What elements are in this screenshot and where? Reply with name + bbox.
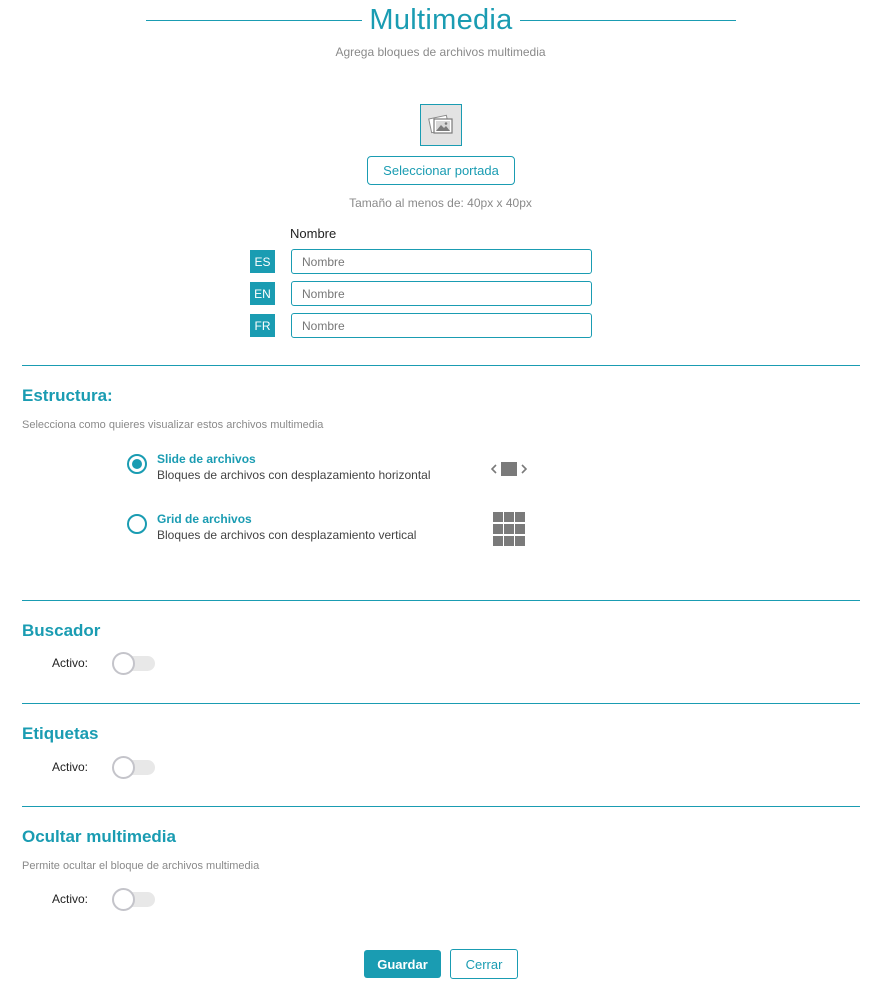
name-row-en (250, 281, 592, 307)
hide-toggle-label: Activo: (52, 892, 89, 906)
search-active-toggle[interactable] (112, 652, 155, 674)
tags-active-toggle[interactable] (112, 756, 155, 778)
lang-tag-en: EN (250, 282, 275, 305)
toggle-knob (112, 756, 135, 779)
hide-section-description: Permite ocultar el bloque de archivos multimedia (22, 860, 260, 872)
grid-icon (493, 512, 525, 546)
radio-description-grid: Bloques de archivos con desplazamiento vertical (157, 528, 417, 542)
radio-button-grid[interactable] (127, 514, 147, 534)
image-gallery-icon (427, 113, 455, 137)
search-toggle-label: Activo: (52, 656, 89, 670)
toggle-knob (112, 652, 135, 675)
divider (22, 806, 860, 807)
radio-label-grid: Grid de archivos (157, 512, 252, 526)
search-section-title: Buscador (22, 621, 101, 640)
lang-tag-fr: FR (250, 314, 275, 337)
structure-title: Estructura: (22, 386, 113, 405)
hide-toggle-row (52, 888, 252, 912)
cover-size-hint: Tamaño al menos de: 40px x 40px (349, 196, 532, 210)
divider (22, 365, 860, 366)
slide-arrows-icon (491, 460, 527, 478)
name-row-fr (250, 313, 592, 339)
title-line-left (146, 20, 362, 21)
name-input-es[interactable] (291, 249, 592, 274)
name-input-en[interactable] (291, 281, 592, 306)
close-button[interactable]: Cerrar (450, 949, 518, 979)
radio-label-slide: Slide de archivos (157, 452, 256, 466)
structure-description: Selecciona como quieres visualizar estos archivos multimedia (22, 419, 324, 431)
name-row-es (250, 249, 592, 275)
select-cover-button[interactable]: Seleccionar portada (367, 156, 515, 185)
title-row (0, 4, 881, 38)
tags-toggle-label: Activo: (52, 760, 89, 774)
divider (22, 703, 860, 704)
search-toggle-row (52, 652, 252, 676)
page-subtitle: Agrega bloques de archivos multimedia (335, 45, 546, 59)
hide-section-title: Ocultar multimedia (22, 827, 176, 846)
structure-option-slide[interactable] (127, 452, 547, 492)
toggle-knob (112, 888, 135, 911)
save-button[interactable]: Guardar (364, 950, 441, 978)
name-input-fr[interactable] (291, 313, 592, 338)
tags-section-title: Etiquetas (22, 724, 99, 743)
structure-option-grid[interactable] (127, 512, 547, 552)
divider (22, 600, 860, 601)
name-label: Nombre (290, 226, 337, 241)
hide-active-toggle[interactable] (112, 888, 155, 910)
tags-toggle-row (52, 756, 252, 780)
page-title: Multimedia (369, 4, 513, 36)
cover-thumbnail[interactable] (420, 104, 462, 146)
radio-description-slide: Bloques de archivos con desplazamiento horizontal (157, 468, 431, 482)
lang-tag-es: ES (250, 250, 275, 273)
radio-button-slide[interactable] (127, 454, 147, 474)
title-line-right (520, 20, 736, 21)
